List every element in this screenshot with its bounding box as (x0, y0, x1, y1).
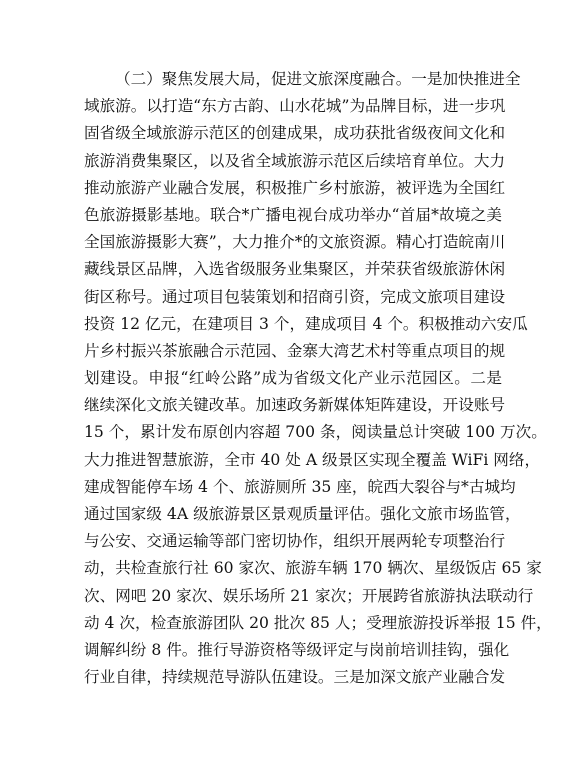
text-line: 固省级全域旅游示范区的创建成果，成功获批省级夜间文化和 (84, 124, 506, 143)
text-line: 动 4 次，检查旅游团队 20 批次 85 人；受理旅游投诉举报 15 件， (84, 613, 552, 632)
text-line: 划建设。申报“红岭公路”成为省级文化产业示范园区。二是 (84, 369, 502, 388)
text-line: 街区称号。通过项目包装策划和招商引资，完成文旅项目建设 (84, 287, 506, 306)
text-line: 域旅游。以打造“东方古韵、山水花城”为品牌目标，进一步巩 (84, 97, 506, 116)
text-line: （二）聚焦发展大局，促进文旅深度融合。一是加快推进全 (115, 70, 521, 88)
text-line: 与公安、交通运输等部门密切协作，组织开展两轮专项整治行 (84, 532, 506, 551)
text-line: 通过国家级 4A 级旅游景区景观质量评估。强化文旅市场监管， (84, 505, 521, 523)
text-line: 动，共检查旅行社 60 家次、旅游车辆 170 辆次、星级饭店 65 家 (84, 559, 542, 578)
text-line: 片乡村振兴茶旅融合示范园、金寨大湾艺术村等重点项目的规 (84, 341, 506, 360)
text-line: 次、网吧 20 家次、娱乐场所 21 家次；开展跨省旅游执法联动行 (84, 586, 534, 605)
text-line: 15 个，累计发布原创内容超 700 条，阅读量总计突破 100 万次。 (84, 423, 547, 442)
text-line: 调解纠纷 8 件。推行导游资格等级评定与岗前培训挂钩，强化 (84, 640, 510, 659)
text-line: 投资 12 亿元，在建项目 3 个，建成项目 4 个。积极推动六安瓜 (84, 314, 528, 333)
text-line: 继续深化文旅关键改革。加速政务新媒体矩阵建设，开设账号 (84, 396, 506, 415)
text-line: 色旅游摄影基地。联合*广播电视台成功举办“首届*故境之美 (84, 205, 502, 224)
text-line: 旅游消费集聚区，以及省全域旅游示范区后续培育单位。大力 (84, 151, 506, 170)
body-paragraph (84, 66, 552, 691)
text-line: 大力推进智慧旅游，全市 40 处 A 级景区实现全覆盖 WiFi 网络， (84, 450, 541, 469)
text-line: 藏线景区品牌，入选省级服务业集聚区，并荣获省级旅游休闲 (84, 260, 506, 279)
text-line: 行业自律，持续规范导游队伍建设。三是加深文旅产业融合发 (84, 668, 506, 687)
text-line: 建成智能停车场 4 个、旅游厕所 35 座，皖西大裂谷与*古城均 (84, 477, 516, 496)
text-line: 推动旅游产业融合发展，积极推广乡村旅游，被评选为全国红 (84, 178, 506, 197)
text-line: 全国旅游摄影大赛”，大力推介*的文旅资源。精心打造皖南川 (84, 233, 506, 252)
